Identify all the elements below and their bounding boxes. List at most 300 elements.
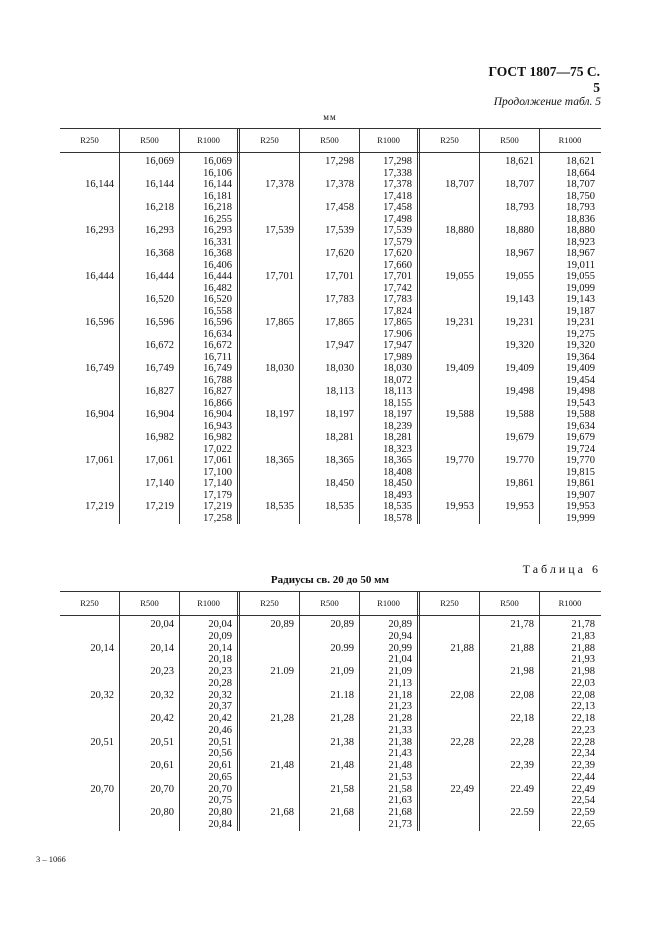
table-cell: 21,48 xyxy=(388,760,412,771)
table-cell: 18,155 xyxy=(383,397,412,409)
table-cell xyxy=(240,772,299,784)
table-cell xyxy=(240,678,299,690)
table-cell xyxy=(120,352,179,364)
table-cell xyxy=(480,237,539,249)
table-cell xyxy=(60,467,119,479)
table-cell: 19,770 xyxy=(566,455,595,466)
table-cell: 16,069 xyxy=(145,156,174,167)
table-cell xyxy=(300,513,359,525)
table-cell xyxy=(60,237,119,249)
table-cell: 17,378 xyxy=(383,179,412,190)
table-cell: 22,44 xyxy=(571,771,595,783)
table-cell: 17,865 xyxy=(265,317,294,328)
table-cell: 21,13 xyxy=(388,677,412,689)
table-cell: 16,144 xyxy=(145,179,174,190)
table-cell: 18,578 xyxy=(383,512,412,524)
table-cell: 16,520 xyxy=(145,294,174,305)
table-cell xyxy=(300,795,359,807)
table-cell xyxy=(300,421,359,433)
table-cell xyxy=(300,398,359,410)
table-cell: 17,022 xyxy=(203,443,232,455)
table-cell: 19.770 xyxy=(505,455,534,466)
table-cell xyxy=(60,260,119,272)
table-cell: 21,28 xyxy=(270,713,294,724)
table-cell xyxy=(420,421,479,433)
table-cell xyxy=(480,467,539,479)
table-cell: 16,144 xyxy=(203,179,232,190)
table-cell xyxy=(480,819,539,831)
table-cell xyxy=(240,444,299,456)
table-cell: 17,539 xyxy=(383,225,412,236)
table-cell xyxy=(300,678,359,690)
table-cell: 20,28 xyxy=(208,677,232,689)
table-cell: 21,93 xyxy=(571,654,595,666)
table-cell: 17,219 xyxy=(203,501,232,512)
table-cell xyxy=(420,386,479,398)
table-cell: 16,904 xyxy=(85,409,114,420)
table-cell: 18,836 xyxy=(566,213,595,225)
table-cell xyxy=(60,631,119,643)
table-cell: 16,749 xyxy=(85,363,114,374)
table-cell: 16,982 xyxy=(145,432,174,443)
table-cell: 18,450 xyxy=(325,478,354,489)
table-cell xyxy=(480,168,539,180)
table-cell: 20,42 xyxy=(208,713,232,724)
table-cell xyxy=(420,294,479,306)
table-cell: 17,539 xyxy=(325,225,354,236)
table-cell: 18,408 xyxy=(383,466,412,478)
table-cell xyxy=(240,168,299,180)
table-cell: 16,520 xyxy=(203,294,232,305)
table-cell: 21,98 xyxy=(510,666,534,677)
table-cell: 17,947 xyxy=(325,340,354,351)
table-column xyxy=(60,153,120,524)
table-cell xyxy=(480,795,539,807)
table-cell xyxy=(60,214,119,226)
table-cell: 18,880 xyxy=(505,225,534,236)
table-cell: 17,458 xyxy=(325,202,354,213)
table-cell xyxy=(60,329,119,341)
table-cell: 20,23 xyxy=(208,666,232,677)
table-cell xyxy=(420,819,479,831)
table-cell: 20,75 xyxy=(208,795,232,807)
table-cell: 17,298 xyxy=(325,156,354,167)
table-cell: 20,89 xyxy=(388,619,412,630)
table-cell: 22,65 xyxy=(571,818,595,830)
table-cell xyxy=(300,237,359,249)
table-cell xyxy=(300,444,359,456)
table-cell: 21,28 xyxy=(330,713,354,724)
table-cell xyxy=(60,191,119,203)
table-cell: 19,055 xyxy=(445,271,474,282)
table-cell: 18,323 xyxy=(383,443,412,455)
table-cell xyxy=(240,784,299,796)
table-cell: 20,70 xyxy=(90,783,114,795)
table-cell: 20,70 xyxy=(150,783,174,795)
table-cell: 17,100 xyxy=(203,466,232,478)
column-header: R1000 xyxy=(360,592,420,615)
table-cell: 22,39 xyxy=(571,760,595,771)
table-cell xyxy=(240,340,299,352)
table-cell: 16,368 xyxy=(203,248,232,259)
table-column xyxy=(300,153,360,524)
table-cell: 20,89 xyxy=(330,619,354,630)
table-cell: 19,320 xyxy=(505,340,534,351)
table-cell: 21,38 xyxy=(330,736,354,748)
table-cell xyxy=(60,294,119,306)
table-5-body xyxy=(60,153,601,524)
table-cell xyxy=(300,375,359,387)
table-cell xyxy=(420,214,479,226)
table-cell xyxy=(300,329,359,341)
table-cell: 20,80 xyxy=(150,807,174,818)
table-cell: 22,28 xyxy=(571,736,595,748)
table-cell: 16,711 xyxy=(203,351,232,363)
table-column xyxy=(540,616,600,831)
table-cell xyxy=(60,748,119,760)
table-cell: 20,09 xyxy=(208,630,232,642)
table-cell xyxy=(480,214,539,226)
table-cell: 18,450 xyxy=(383,478,412,489)
table-cell xyxy=(60,386,119,398)
table-cell xyxy=(300,191,359,203)
table-cell: 21,04 xyxy=(388,654,412,666)
table-cell: 20,32 xyxy=(208,689,232,701)
table-cell xyxy=(480,191,539,203)
table-cell: 16,218 xyxy=(203,202,232,213)
table-cell: 21,58 xyxy=(388,783,412,795)
table-cell xyxy=(240,467,299,479)
table-cell xyxy=(420,725,479,737)
table-cell xyxy=(240,725,299,737)
table-cell xyxy=(120,654,179,666)
table-cell: 22,54 xyxy=(571,795,595,807)
table-cell: 17,620 xyxy=(325,248,354,259)
table-cell: 21.09 xyxy=(270,666,294,677)
table-cell: 16,749 xyxy=(203,363,232,374)
table-cell: 17,701 xyxy=(383,271,412,282)
table-cell xyxy=(240,795,299,807)
table-cell xyxy=(240,375,299,387)
table-cell xyxy=(300,283,359,295)
table-cell xyxy=(240,690,299,702)
table-cell xyxy=(120,795,179,807)
table-cell xyxy=(420,478,479,490)
table-cell xyxy=(480,513,539,525)
table-cell: 16,596 xyxy=(85,317,114,328)
table-cell xyxy=(240,156,299,168)
table-cell xyxy=(240,490,299,502)
column-header: R500 xyxy=(300,129,360,152)
table-cell: 22,34 xyxy=(571,748,595,760)
table-cell: 21,23 xyxy=(388,701,412,713)
table-cell: 20,94 xyxy=(388,630,412,642)
table-cell: 19,588 xyxy=(566,409,595,420)
table-cell xyxy=(240,294,299,306)
column-header: R250 xyxy=(240,129,300,152)
table-cell xyxy=(120,467,179,479)
table-cell xyxy=(240,386,299,398)
table-cell: 19,409 xyxy=(566,363,595,374)
table-cell: 18,365 xyxy=(383,455,412,466)
table-cell xyxy=(60,248,119,260)
table-cell xyxy=(300,168,359,180)
table-cell: 20,56 xyxy=(208,748,232,760)
table-cell xyxy=(240,513,299,525)
table-cell xyxy=(60,432,119,444)
table-cell: 17,824 xyxy=(383,305,412,317)
table-cell xyxy=(300,260,359,272)
table-cell xyxy=(60,421,119,433)
table-cell: 22,28 xyxy=(510,736,534,748)
table-cell xyxy=(420,619,479,631)
table-cell: 17,061 xyxy=(145,455,174,466)
table-cell xyxy=(300,490,359,502)
table-cell xyxy=(480,631,539,643)
table-cell xyxy=(420,202,479,214)
table-cell: 17,660 xyxy=(383,259,412,271)
table-cell: 16,293 xyxy=(145,225,174,236)
table-cell: 18,030 xyxy=(383,363,412,374)
table-cell: 22.59 xyxy=(510,807,534,818)
table-cell: 21,28 xyxy=(388,713,412,724)
table-cell: 18,707 xyxy=(505,179,534,190)
table-cell xyxy=(120,214,179,226)
table-cell: 20,18 xyxy=(208,654,232,666)
table-cell xyxy=(120,421,179,433)
table-cell: 19,320 xyxy=(566,340,595,351)
table-cell: 19,679 xyxy=(505,432,534,443)
table-cell: 17,298 xyxy=(383,156,412,167)
table-cell xyxy=(240,478,299,490)
table-cell: 20,99 xyxy=(388,642,412,654)
table-cell xyxy=(420,432,479,444)
table-cell: 18,880 xyxy=(566,225,595,236)
table-continuation-note: Продолжение табл. 5 xyxy=(493,96,601,108)
column-header: R250 xyxy=(240,592,300,615)
table-cell xyxy=(240,421,299,433)
table-cell: 19,498 xyxy=(566,386,595,397)
table-cell xyxy=(240,643,299,655)
table-cell: 17,418 xyxy=(383,190,412,202)
table-cell: 19,907 xyxy=(566,489,595,501)
table-cell: 21,88 xyxy=(571,642,595,654)
table-cell: 20,37 xyxy=(208,701,232,713)
table-cell xyxy=(240,260,299,272)
table-6 xyxy=(60,591,601,831)
table-cell: 16,943 xyxy=(203,420,232,432)
table-cell: 21,88 xyxy=(450,642,474,654)
table-cell xyxy=(480,306,539,318)
table-cell xyxy=(420,352,479,364)
table-cell xyxy=(60,306,119,318)
table-cell: 22.49 xyxy=(510,783,534,795)
table-cell xyxy=(480,701,539,713)
table-cell: 18,967 xyxy=(566,248,595,259)
table-cell: 20,42 xyxy=(150,713,174,724)
table-cell: 17,061 xyxy=(203,455,232,466)
table-cell xyxy=(480,725,539,737)
table-cell: 21,68 xyxy=(270,807,294,818)
table-cell: 20,23 xyxy=(150,666,174,677)
table-cell xyxy=(60,713,119,725)
table-cell: 18,072 xyxy=(383,374,412,386)
table-cell xyxy=(240,237,299,249)
table-cell: 17.906 xyxy=(383,328,412,340)
table-cell xyxy=(420,666,479,678)
table-cell xyxy=(480,748,539,760)
table-cell xyxy=(120,678,179,690)
table-cell xyxy=(420,329,479,341)
table-cell: 17,458 xyxy=(383,202,412,213)
table-cell xyxy=(120,444,179,456)
table-cell: 19,143 xyxy=(566,294,595,305)
table-cell: 21,43 xyxy=(388,748,412,760)
column-header: R250 xyxy=(420,129,480,152)
table-cell: 21,53 xyxy=(388,771,412,783)
table-cell xyxy=(480,398,539,410)
table-cell: 22,28 xyxy=(450,736,474,748)
table-cell xyxy=(60,654,119,666)
table-cell: 16,596 xyxy=(145,317,174,328)
table-cell: 20,32 xyxy=(150,689,174,701)
table-cell: 17,539 xyxy=(265,225,294,236)
table-cell xyxy=(420,654,479,666)
table-cell xyxy=(60,666,119,678)
page-footer-code: 3 – 1066 xyxy=(36,854,66,864)
column-header: R500 xyxy=(120,592,180,615)
table-column xyxy=(360,616,420,831)
table-cell: 20,84 xyxy=(208,818,232,830)
table-cell xyxy=(60,156,119,168)
table-cell: 19,588 xyxy=(445,409,474,420)
table-cell: 18,664 xyxy=(566,167,595,179)
table-cell: 16,827 xyxy=(145,386,174,397)
table-cell: 22,18 xyxy=(571,713,595,724)
table-cell xyxy=(480,375,539,387)
table-cell: 18,197 xyxy=(265,409,294,420)
table-cell: 19,231 xyxy=(505,317,534,328)
table-cell: 16,749 xyxy=(145,363,174,374)
table-cell: 17,701 xyxy=(265,271,294,282)
table-cell: 18,621 xyxy=(566,156,595,167)
table-cell xyxy=(240,214,299,226)
table-cell: 20,46 xyxy=(208,724,232,736)
table-cell xyxy=(60,283,119,295)
table-column xyxy=(420,153,480,524)
table-cell: 19,011 xyxy=(566,259,595,271)
table-6-label: Таблица 6 xyxy=(522,562,601,576)
table-cell: 16,293 xyxy=(203,225,232,236)
table-5-header xyxy=(60,128,601,153)
table-column xyxy=(240,153,300,524)
table-cell xyxy=(240,283,299,295)
table-cell: 18,030 xyxy=(265,363,294,374)
table-cell: 18,707 xyxy=(566,179,595,190)
table-cell: 17,989 xyxy=(383,351,412,363)
table-cell: 16,444 xyxy=(203,271,232,282)
table-cell: 20,65 xyxy=(208,771,232,783)
table-cell: 16,293 xyxy=(85,225,114,236)
table-cell: 21,48 xyxy=(330,760,354,771)
table-cell: 22,49 xyxy=(450,783,474,795)
table-cell: 18,535 xyxy=(325,501,354,512)
table-cell xyxy=(420,795,479,807)
table-column xyxy=(180,616,240,831)
table-cell: 19,953 xyxy=(505,501,534,512)
table-cell: 17,219 xyxy=(85,501,114,512)
table-cell xyxy=(120,631,179,643)
column-header: R500 xyxy=(480,129,540,152)
table-cell: 19,815 xyxy=(566,466,595,478)
table-cell: 20,14 xyxy=(150,642,174,654)
table-cell: 18,493 xyxy=(383,489,412,501)
table-cell: 21,38 xyxy=(388,736,412,748)
table-cell: 19,588 xyxy=(505,409,534,420)
table-cell: 20,04 xyxy=(150,619,174,630)
table-cell: 19,143 xyxy=(505,294,534,305)
table-cell xyxy=(60,513,119,525)
table-cell: 20,61 xyxy=(208,760,232,771)
table-column xyxy=(480,153,540,524)
table-cell xyxy=(240,737,299,749)
table-cell: 20,51 xyxy=(208,736,232,748)
table-cell: 20,04 xyxy=(208,619,232,630)
table-cell: 20,14 xyxy=(208,642,232,654)
table-cell: 20,14 xyxy=(90,642,114,654)
table-cell xyxy=(420,772,479,784)
table-cell: 21,58 xyxy=(330,783,354,795)
table-cell xyxy=(60,352,119,364)
table-cell: 18,535 xyxy=(265,501,294,512)
table-cell xyxy=(420,237,479,249)
table-cell xyxy=(240,701,299,713)
table-cell: 18,707 xyxy=(445,179,474,190)
table-cell xyxy=(300,819,359,831)
table-cell: 18,281 xyxy=(383,432,412,443)
table-cell xyxy=(60,701,119,713)
table-cell: 21,18 xyxy=(388,689,412,701)
table-cell: 16,482 xyxy=(203,282,232,294)
table-cell: 21,73 xyxy=(388,818,412,830)
table-cell xyxy=(420,168,479,180)
table-cell: 21,68 xyxy=(388,807,412,818)
table-cell xyxy=(300,306,359,318)
table-cell xyxy=(60,444,119,456)
column-header: R250 xyxy=(420,592,480,615)
table-cell: 17,219 xyxy=(145,501,174,512)
table-cell xyxy=(120,191,179,203)
table-cell xyxy=(60,725,119,737)
table-cell: 17,498 xyxy=(383,213,412,225)
table-cell xyxy=(240,329,299,341)
table-cell xyxy=(60,795,119,807)
table-cell: 18,967 xyxy=(505,248,534,259)
table-column xyxy=(360,153,420,524)
table-cell: 17,783 xyxy=(383,294,412,305)
table-cell: 17,258 xyxy=(203,512,232,524)
table-cell xyxy=(420,748,479,760)
table-cell: 20,61 xyxy=(150,760,174,771)
table-cell xyxy=(60,807,119,819)
table-cell: 18,535 xyxy=(383,501,412,512)
table-cell: 20,32 xyxy=(90,689,114,701)
table-cell: 16,788 xyxy=(203,374,232,386)
table-cell: 19,055 xyxy=(505,271,534,282)
table-cell: 22,08 xyxy=(450,689,474,701)
table-cell: 19,861 xyxy=(566,478,595,489)
table-cell xyxy=(240,819,299,831)
